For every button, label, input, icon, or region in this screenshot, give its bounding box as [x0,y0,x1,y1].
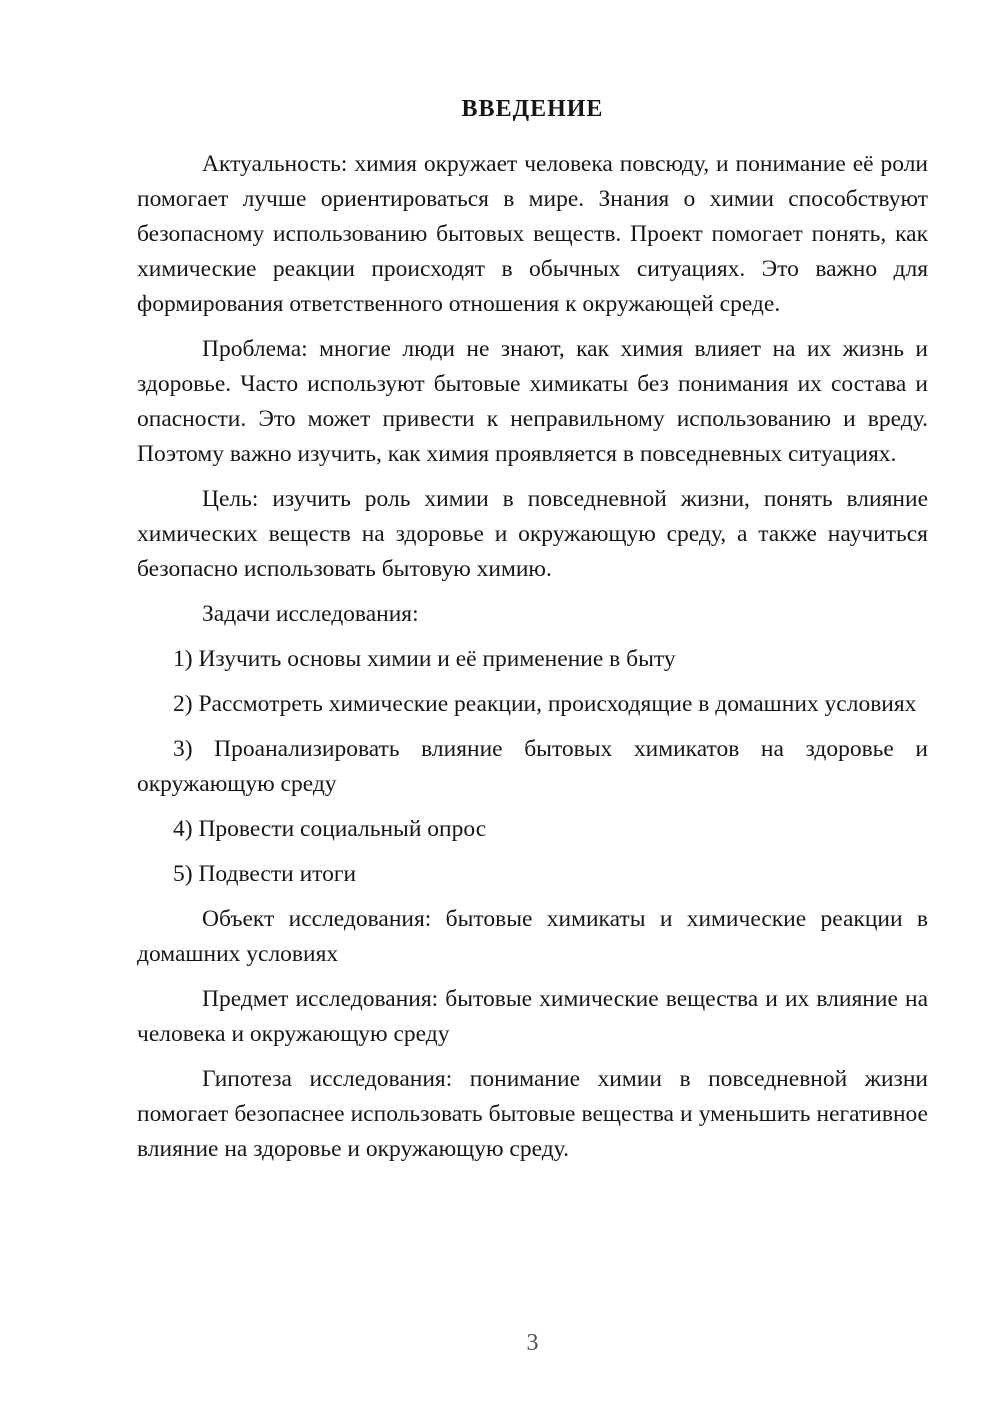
paragraph-object: Объект исследования: бытовые химикаты и химические реакции в домашних условиях [137,906,928,967]
paragraph-goal: Цель: изучить роль химии в повседневной жизни, понять влияние химических веществ на здоровье и окружающую среду, а также научиться безопасно использовать бытовую химию. [137,486,928,582]
task-item-1: 1) Изучить основы химии и её применение в быту [173,646,676,672]
tasks-heading: Задачи исследования: [202,601,419,627]
paragraph-subject: Предмет исследования: бытовые химические вещества и их влияние на человека и окружающую среду [137,986,928,1047]
task-item-4: 4) Провести социальный опрос [173,816,487,842]
paragraph-relevance: Актуальность: химия окружает человека повсюду, и понимание её роли помогает лучше ориентироваться в мире. Знания о химии способствуют безопасному использованию бытовых веществ. Проект помогает понять, как химические реакции происходят в обычных ситуациях. Это важно для формирования ответственного отношения к окружающей среде. [137,151,928,317]
page-number: 3 [526,1330,539,1356]
paragraph-problem: Проблема: многие люди не знают, как химия влияет на их жизнь и здоровье. Часто используют бытовые химикаты без понимания их состава и опасности. Это может привести к неправильному использованию и вреду. Поэтому важно изучить, как химия проявляется в повседневных ситуациях. [137,336,928,467]
paragraph-hypothesis: Гипотеза исследования: понимание химии в повседневной жизни помогает безопаснее использовать бытовые вещества и уменьшить негативное влияние на здоровье и окружающую среду. [137,1066,928,1162]
task-item-5: 5) Подвести итоги [173,861,357,887]
task-item-3: 3) Проанализировать влияние бытовых химикатов на здоровье и окружающую среду [137,736,928,797]
task-item-2: 2) Рассмотреть химические реакции, происходящие в домашних условиях [173,691,917,717]
page-title: ВВЕДЕНИЕ [461,96,604,122]
